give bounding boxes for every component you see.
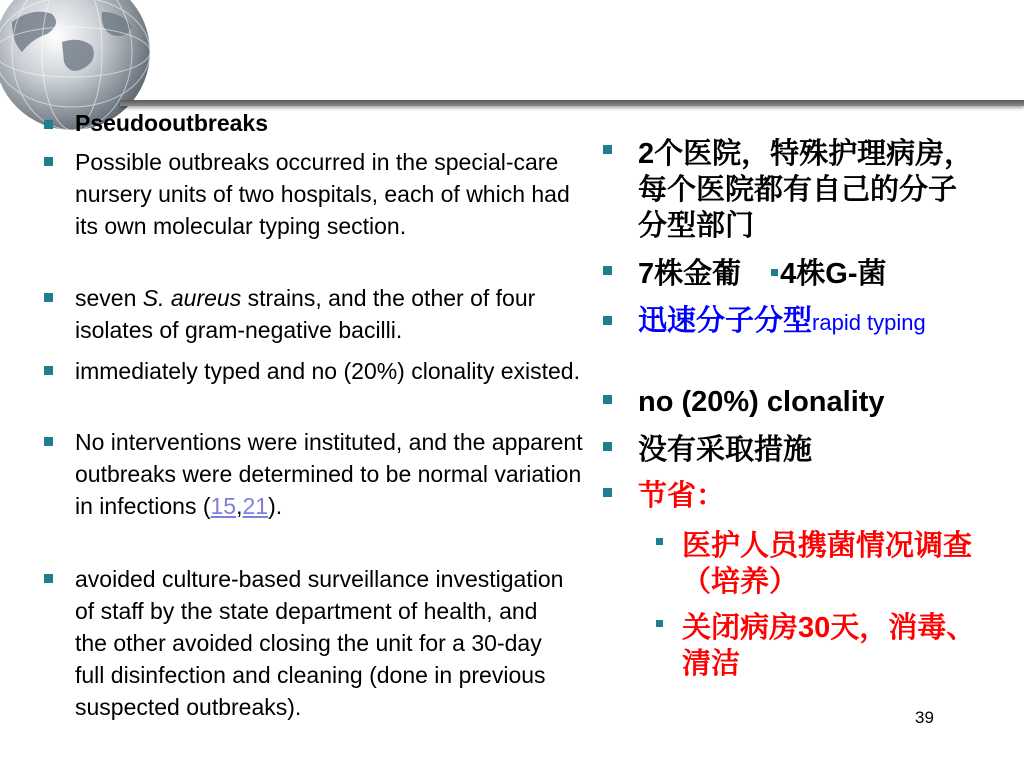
text-span: rapid typing (812, 310, 926, 335)
right-bullet-text (638, 306, 988, 337)
text-span: No interventions were instituted, and the apparent outbreaks were determined to be normal variation in infections ( (75, 429, 583, 519)
right-bullet-text (638, 256, 988, 292)
bullet-text: immediately typed and no (20%) clonality existed. (75, 358, 580, 384)
right-subbullet-text: 医护人员携菌情况调查（培养） (682, 530, 973, 598)
heading-pseudooutbreaks: Pseudooutbreaks (75, 110, 268, 136)
text-span: seven (75, 285, 143, 311)
bullet-icon (44, 366, 53, 375)
sub-bullet-icon (656, 538, 663, 545)
ref-link-15[interactable]: 15 (210, 493, 237, 519)
bullet-icon (44, 157, 53, 166)
text-span: strains, and the other of four isolates of gram-negative bacilli. (75, 285, 536, 343)
bullet-icon (44, 293, 53, 302)
bullet-text (75, 282, 595, 346)
page-number: 39 (915, 708, 934, 727)
bullet-icon (603, 316, 612, 325)
bullet-text: Possible outbreaks occurred in the special-care nursery units of two hospitals, each of which had its own molecular typing section. (75, 149, 570, 239)
right-bullet-text: 没有采取措施 (638, 434, 813, 466)
right-bullet-text: no (20%) clonality (638, 386, 885, 418)
bullet-icon (603, 266, 612, 275)
bullet-icon (771, 269, 778, 276)
bullet-icon (44, 437, 53, 446)
right-bullet-text: 2个医院，特殊护理病房，每个医院都有自己的分子分型部门 (638, 138, 974, 242)
right-bullet-text: 节省： (638, 480, 726, 512)
bullet-icon (603, 145, 612, 154)
text-span: 4株G-菌 (780, 258, 887, 290)
sub-bullet-icon (656, 620, 663, 627)
bullet-icon (44, 574, 53, 583)
bullet-icon (603, 395, 612, 404)
species-name: S. aureus (142, 285, 242, 311)
bullet-icon (603, 488, 612, 497)
right-subbullet-text: 关闭病房30天，消毒、清洁 (682, 612, 976, 680)
text-span: , (236, 493, 243, 519)
bullet-icon (603, 442, 612, 451)
text-span: ). (268, 493, 283, 519)
bullet-text (75, 426, 595, 522)
bullet-text: avoided culture-based surveillance investigation of staff by the state department of health, and the other avoided closing the unit for a 30-day full disinfection and cleaning (done in previous suspected outbreaks). (75, 566, 564, 720)
text-span: 迅速分子分型 (638, 305, 813, 337)
header-rule (120, 100, 1024, 106)
bullet-icon (44, 120, 53, 129)
ref-link-21[interactable]: 21 (242, 493, 269, 519)
text-span: 7株金葡 (638, 258, 742, 290)
